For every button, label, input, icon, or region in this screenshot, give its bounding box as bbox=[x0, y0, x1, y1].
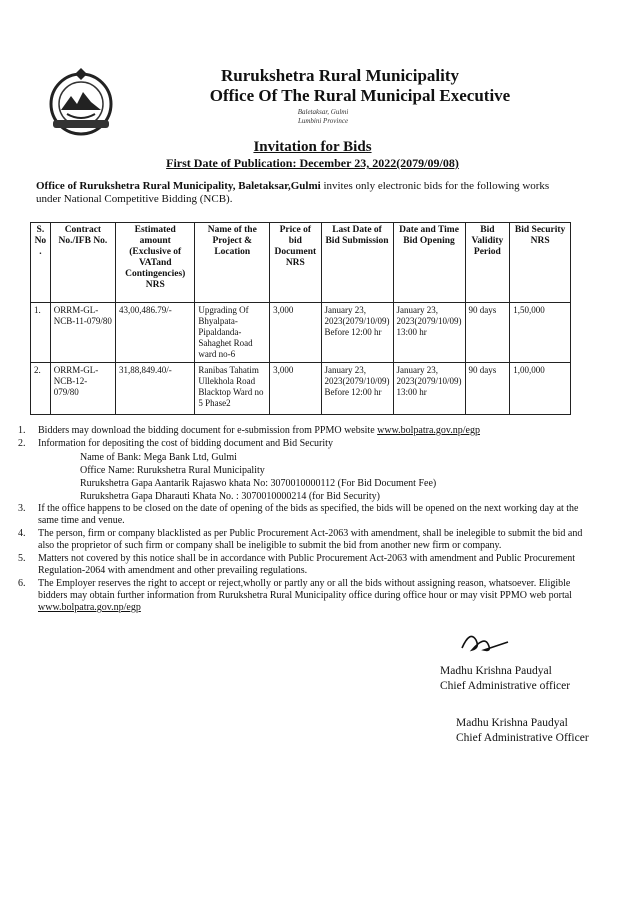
note-number: 2. bbox=[18, 438, 26, 449]
cell-validity: 90 days bbox=[465, 363, 510, 415]
note-item bbox=[18, 438, 588, 450]
cell-validity: 90 days bbox=[465, 303, 510, 363]
cell-submission: January 23, 2023(2079/10/09) Before 12:00 hr bbox=[321, 363, 393, 415]
cell-price: 3,000 bbox=[270, 303, 321, 363]
cell-contract: ORRM-GL-NCB-11-079/80 bbox=[50, 303, 115, 363]
cell-amount: 31,88,849.40/- bbox=[116, 363, 195, 415]
cell-opening: January 23, 2023(2079/10/09) 13:00 hr bbox=[393, 303, 465, 363]
note-number: 1. bbox=[18, 425, 26, 436]
note-item bbox=[18, 553, 588, 577]
bank-name: Name of Bank: Mega Bank Ltd, Gulmi bbox=[80, 452, 237, 463]
intro-text: invites only electronic bids for the following works under National Competitive Bidding (NCB). bbox=[36, 180, 550, 205]
cell-sno: 2. bbox=[31, 363, 51, 415]
notes-list bbox=[18, 425, 588, 615]
stamp-line-2: Lumbini Province bbox=[297, 117, 349, 125]
note-3-text: If the office happens to be closed on the date of opening of the bids as specified, the bids will be opened on the next working day at the same time and venue. bbox=[38, 503, 579, 526]
cell-project: Upgrading Of Bhyalpata-Pipaldanda-Sahaghet Road ward no-6 bbox=[195, 303, 270, 363]
signatory-title-secondary: Chief Administrative Officer bbox=[456, 732, 589, 744]
intro-paragraph bbox=[36, 180, 576, 206]
security-account: Rurukshetra Gapa Dharauti Khata No. : 3070010000214 (for Bid Security) bbox=[80, 491, 380, 502]
intro-office: Office of Rurukshetra Rural Municipality, Baletaksar,Gulmi bbox=[36, 180, 321, 192]
office-header bbox=[130, 66, 550, 106]
col-header-contract: Contract No./IFB No. bbox=[50, 223, 115, 303]
col-header-sno: S. No . bbox=[31, 223, 51, 303]
signatory-name-secondary: Madhu Krishna Paudyal bbox=[456, 717, 568, 729]
note-text bbox=[38, 425, 588, 437]
note-item bbox=[18, 528, 588, 552]
cell-security: 1,50,000 bbox=[510, 303, 571, 363]
note-1-text: Bidders may download the bidding document for e-submission from PPMO website bbox=[38, 425, 378, 436]
bank-info bbox=[18, 451, 588, 503]
ppmo-portal-link[interactable]: www.bolpatra.gov.np/egp bbox=[38, 602, 141, 613]
office-name: Office Of The Rural Municipal Executive bbox=[209, 86, 511, 105]
cell-price: 3,000 bbox=[270, 363, 321, 415]
note-5-text: Matters not covered by this notice shall be in accordance with Public Procurement Act-2063 with amendment and Public Procurement Regulation-2064 with amendment and other prevailing regulations. bbox=[38, 553, 576, 576]
table-header-row bbox=[31, 223, 571, 303]
col-header-opening: Date and Time Bid Opening bbox=[393, 223, 465, 303]
note-4-text: The person, firm or company blacklisted as per Public Procurement Act-2063 with amendment, shall be inelegible to submit the bid and also the proprietor of such firm or company shall be ineligible to submit the bid from another new firm or company. bbox=[38, 528, 583, 551]
note-text bbox=[38, 578, 588, 614]
note-number: 5. bbox=[18, 553, 26, 564]
municipality-name: Rurukshetra Rural Municipality bbox=[220, 66, 460, 85]
signatory-name: Madhu Krishna Paudyal bbox=[440, 665, 552, 677]
nepal-emblem-logo bbox=[45, 66, 117, 138]
note-item bbox=[18, 503, 588, 527]
cell-sno: 1. bbox=[31, 303, 51, 363]
col-header-amount: Estimated amount (Exclusive of VATand Contingencies) NRS bbox=[116, 223, 195, 303]
bids-table bbox=[30, 222, 571, 415]
note-6-text: The Employer reserves the right to accept or reject,wholly or partly any or all the bids without assigning reason, whatsoever. Eligible bidders may obtain further information from Rurukshetra Rural Municipality office during office hour or may visit PPMO web portal bbox=[38, 578, 572, 601]
stamp-line-1: Baletaksar, Gulmi bbox=[297, 108, 349, 116]
bank-office-name: Office Name: Rurukshetra Rural Municipality bbox=[80, 465, 265, 476]
handwritten-signature bbox=[458, 626, 518, 656]
cell-contract: ORRM-GL-NCB-12-079/80 bbox=[50, 363, 115, 415]
note-item bbox=[18, 578, 588, 614]
cell-security: 1,00,000 bbox=[510, 363, 571, 415]
signatory-block-secondary bbox=[456, 716, 589, 746]
note-item bbox=[18, 425, 588, 437]
note-2-text: Information for depositing the cost of bidding document and Bid Security bbox=[38, 438, 333, 449]
col-header-price: Price of bid Document NRS bbox=[270, 223, 321, 303]
col-header-project: Name of the Project & Location bbox=[195, 223, 270, 303]
office-stamp bbox=[278, 108, 368, 126]
table-row bbox=[31, 303, 571, 363]
note-number: 4. bbox=[18, 528, 26, 539]
note-number: 6. bbox=[18, 578, 26, 589]
cell-project: Ranibas Tahatim Ullekhola Road Blacktop Ward no 5 Phase2 bbox=[195, 363, 270, 415]
publication-date: First Date of Publication: December 23, 2022(2079/09/08) bbox=[166, 156, 459, 170]
note-number: 3. bbox=[18, 503, 26, 514]
signatory-title: Chief Administrative officer bbox=[440, 680, 571, 692]
col-header-security: Bid Security NRS bbox=[510, 223, 571, 303]
invitation-title: Invitation for Bids bbox=[253, 139, 372, 155]
cell-submission: January 23, 2023(2079/10/09) Before 12:00 hr bbox=[321, 303, 393, 363]
cell-amount: 43,00,486.79/- bbox=[116, 303, 195, 363]
col-header-validity: Bid Validity Period bbox=[465, 223, 510, 303]
col-header-submission: Last Date of Bid Submission bbox=[321, 223, 393, 303]
cell-opening: January 23, 2023(2079/10/09) 13:00 hr bbox=[393, 363, 465, 415]
table-row bbox=[31, 363, 571, 415]
ppmo-link[interactable]: www.bolpatra.gov.np/egp bbox=[377, 425, 480, 436]
signatory-block bbox=[440, 664, 570, 694]
revenue-account: Rurukshetra Gapa Aantarik Rajaswo khata No: 3070010000112 (For Bid Document Fee) bbox=[80, 478, 437, 489]
